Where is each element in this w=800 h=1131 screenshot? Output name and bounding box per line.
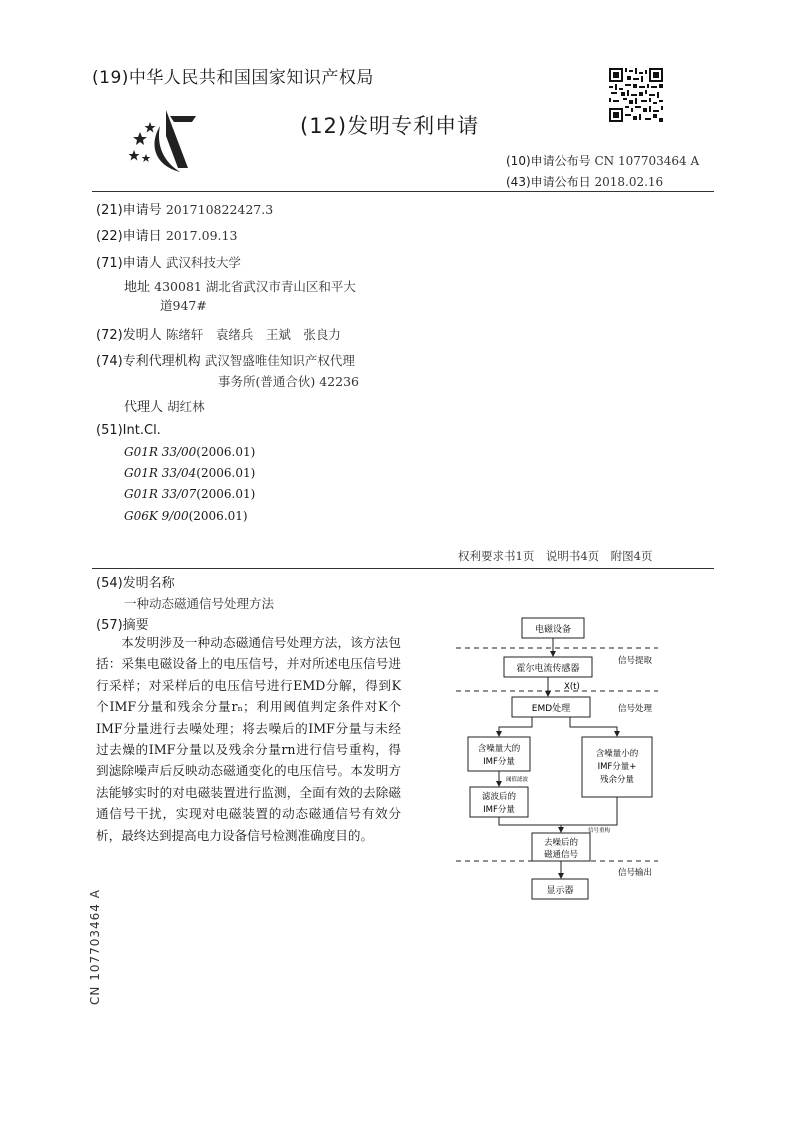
ipc-version: (2006.01) <box>196 445 256 459</box>
flow-big-noise-1: 含噪量大的 <box>477 744 521 754</box>
application-date-label: (22)申请日 <box>96 229 162 244</box>
side-publication-number: CN 107703464 A <box>88 889 102 1005</box>
publication-date-value: 2018.02.16 <box>594 175 664 189</box>
address-line-1: 430081 湖北省武汉市青山区和平大 <box>154 279 356 294</box>
abstract-label: (57)摘要 <box>96 618 149 633</box>
flow-small-noise-1: 含噪量小的 <box>595 749 639 759</box>
agent-value: 胡红林 <box>167 399 205 414</box>
document-type: (12)发明专利申请 <box>300 114 480 138</box>
ipc-code: G01R 33/04 <box>124 466 197 480</box>
abstract-figure-flowchart <box>452 613 662 913</box>
patent-agency <box>96 350 355 369</box>
ipc-entry <box>124 487 255 501</box>
flow-denoised-2: 磁通信号 <box>543 850 579 860</box>
flow-denoised-1: 去噪后的 <box>543 838 579 848</box>
flow-small-noise-2: IMF分量+ <box>597 762 637 772</box>
ipc-version: (2006.01) <box>196 466 256 480</box>
ipc-code: G01R 33/07 <box>124 487 197 501</box>
qr-code <box>609 68 663 122</box>
flow-stage-process: 信号处理 <box>618 704 653 714</box>
address-label: 地址 <box>124 280 151 295</box>
ipc-entry <box>124 445 255 459</box>
application-date-value: 2017.09.13 <box>165 228 238 243</box>
applicant-value: 武汉科技大学 <box>165 255 241 270</box>
invention-title-label: (54)发明名称 <box>96 576 175 591</box>
flow-xt-label: X(t) <box>564 682 580 692</box>
flow-threshold-label: 阈值滤波 <box>506 777 529 783</box>
office-name: (19)中华人民共和国国家知识产权局 <box>92 68 374 88</box>
ipc-version: (2006.01) <box>196 487 256 501</box>
section-divider <box>92 568 714 569</box>
flow-big-noise-2: IMF分量 <box>483 757 515 767</box>
inventors-label: (72)发明人 <box>96 328 162 343</box>
flow-display: 显示器 <box>546 886 574 896</box>
cnipa-logo <box>126 106 206 176</box>
patent-agency-line-1: 武汉智盛唯佳知识产权代理 <box>204 353 355 368</box>
header-divider <box>92 191 714 192</box>
invention-title <box>124 594 274 612</box>
flow-sensor: 霍尔电流传感器 <box>516 664 580 674</box>
flow-filtered-1: 滤波后的 <box>481 792 517 802</box>
agent-label: 代理人 <box>124 400 164 415</box>
publication-number-value: CN 107703464 A <box>594 154 700 168</box>
page-counts: 权利要求书1页 说明书4页 附图4页 <box>458 549 653 563</box>
ipc-code: G01R 33/00 <box>124 445 197 459</box>
inventors <box>96 324 341 343</box>
flow-emd: EMD处理 <box>531 704 571 714</box>
address-line-2-value: 道947# <box>160 298 207 313</box>
inventors-value: 陈绪轩 袁绪兵 王斌 张良力 <box>165 327 341 342</box>
address-line-2 <box>160 296 207 314</box>
int-cl-label: (51)Int.Cl. <box>96 423 161 438</box>
patent-agency-line-2-value: 事务所(普通合伙) 42236 <box>218 374 359 389</box>
flow-stage-acquire: 信号提取 <box>618 656 653 666</box>
abstract-text: 本发明涉及一种动态磁通信号处理方法，该方法包括：采集电磁设备上的电压信号，并对所述电压信号进行采样；对采样后的电压信号进行EMD分解，得到K个IMF分量和残余分量rₙ；利用阈值判定条件对K个IMF分量进行去噪处理；将去噪后的IMF分量与未经过去燥的IMF分量以及残余分量rn进行信号重构，得到滤除噪声后反映动态磁通变化的电压信号。本发明方法能够实时的对电磁装置进行监测，全面有效的去除磁通信号干扰，实现对电磁装置的动态磁通信号有效分析，最终达到提高电力设备信号检测准确度目的。 <box>96 635 401 843</box>
publication-number <box>506 152 699 169</box>
flow-reconstruct-label: 信号重构 <box>588 828 611 834</box>
applicant <box>96 252 241 271</box>
ipc-entry <box>124 509 248 523</box>
publication-date <box>506 173 663 190</box>
agent <box>124 396 205 415</box>
patent-agency-line-2 <box>218 372 359 390</box>
ipc-version: (2006.01) <box>188 509 248 523</box>
invention-title-value: 一种动态磁通信号处理方法 <box>124 596 275 611</box>
application-number-label: (21)申请号 <box>96 203 162 218</box>
flow-device: 电磁设备 <box>534 625 572 635</box>
flow-small-noise-3: 残余分量 <box>599 775 635 785</box>
application-number-value: 201710822427.3 <box>165 202 274 217</box>
publication-number-label: (10)申请公布号 <box>506 154 591 168</box>
flow-filtered-2: IMF分量 <box>483 805 515 815</box>
publication-date-label: (43)申请公布日 <box>506 175 591 189</box>
application-date <box>96 225 237 244</box>
applicant-label: (71)申请人 <box>96 256 162 271</box>
patent-agency-label: (74)专利代理机构 <box>96 354 201 369</box>
address <box>124 276 356 295</box>
ipc-entry <box>124 466 255 480</box>
application-number <box>96 199 273 218</box>
flow-stage-output: 信号输出 <box>618 868 653 878</box>
ipc-code: G06K 9/00 <box>124 509 189 523</box>
